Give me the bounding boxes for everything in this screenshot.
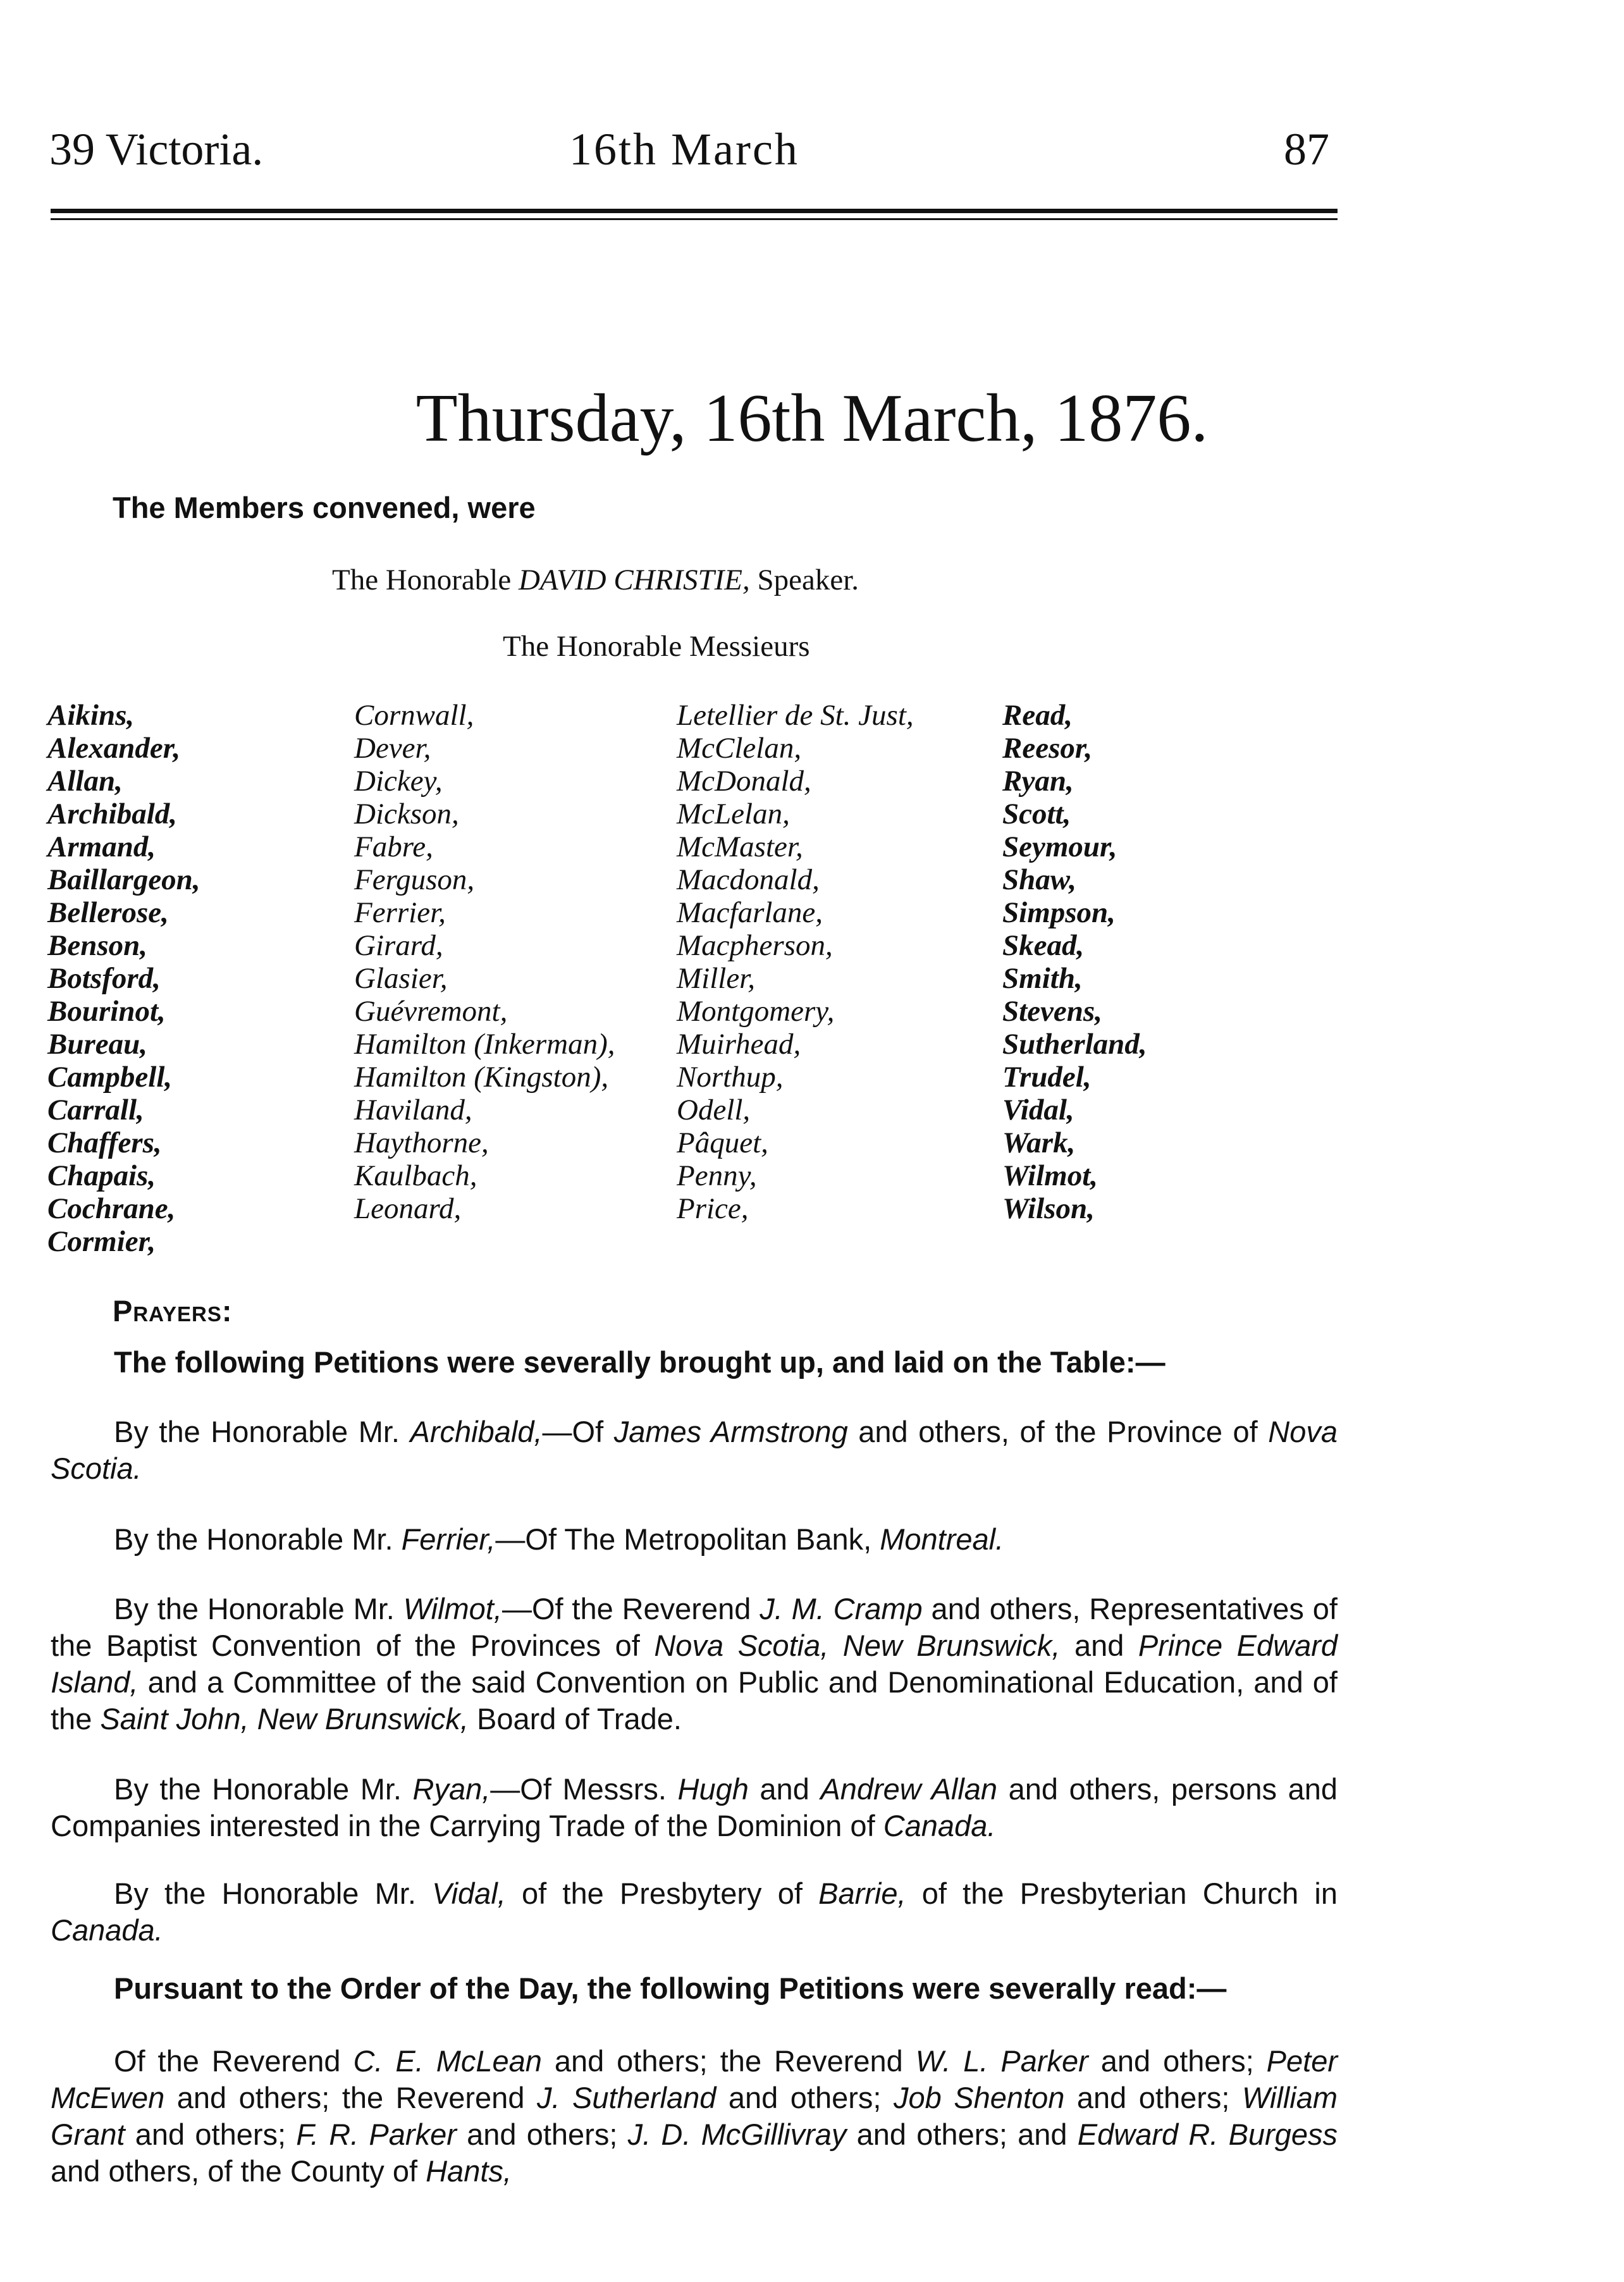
- petition-text: —Of The Metropolitan Bank,: [495, 1522, 880, 1556]
- read-petitions: [51, 2043, 1338, 2190]
- member-name: Campbell,: [47, 1061, 173, 1094]
- member-name: Wilson,: [1002, 1192, 1095, 1225]
- member-name: Montgomery,: [677, 995, 835, 1028]
- petition-member: Archibald,: [410, 1415, 543, 1448]
- member-name: Read,: [1002, 699, 1073, 732]
- member-name: Aikins,: [47, 699, 135, 732]
- member-name: McLelan,: [677, 798, 790, 830]
- petitioner-name: Job Shenton: [893, 2081, 1065, 2114]
- petition-text: Board of Trade.: [468, 1702, 682, 1736]
- petitioner-name: J. M. Cramp: [760, 1592, 923, 1625]
- member-name: Allan,: [47, 765, 123, 798]
- place-name: Hants,: [426, 2154, 512, 2188]
- petition-member: Vidal,: [432, 1877, 506, 1910]
- member-name: Botsford,: [47, 962, 161, 995]
- member-name: Trudel,: [1002, 1061, 1092, 1094]
- member-name: Alexander,: [47, 732, 181, 765]
- member-name: Ferrier,: [354, 896, 446, 929]
- member-name: Archibald,: [47, 798, 178, 830]
- member-name: Bellerose,: [47, 896, 169, 929]
- petition-member: Ferrier,: [401, 1522, 496, 1556]
- petitioner-name: Peter McEwen: [51, 2044, 1338, 2114]
- messieurs-label: The Honorable Messieurs: [503, 630, 810, 663]
- petition-text: of the Presbyterian Church in: [906, 1877, 1338, 1910]
- member-name: Chaffers,: [47, 1126, 162, 1159]
- member-name: Cochrane,: [47, 1192, 176, 1225]
- prayers-heading: Prayers:: [113, 1294, 233, 1328]
- petitioner-name: C. E. McLean: [353, 2044, 542, 2078]
- place-name: Canada.: [883, 1809, 996, 1842]
- petition-text: By the Honorable Mr.: [114, 1772, 413, 1806]
- member-name: Girard,: [354, 929, 443, 962]
- petitioner-name: F. R. Parker: [296, 2118, 457, 2151]
- member-name: Fabre,: [354, 830, 433, 863]
- speaker-name: DAVID CHRISTIE,: [518, 564, 750, 596]
- petitioner-name: J. Sutherland: [536, 2081, 717, 2114]
- member-name: Shaw,: [1002, 863, 1077, 896]
- petition-text: By the Honorable Mr.: [114, 1592, 403, 1625]
- member-name: Scott,: [1002, 798, 1071, 830]
- order-of-day-text: Pursuant to the Order of the Day, the following Petitions were severally read:—: [114, 1971, 1227, 2005]
- petition-text: Of the Reverend: [114, 2044, 354, 2078]
- member-name: Price,: [677, 1192, 749, 1225]
- member-name: Glasier,: [354, 962, 448, 995]
- member-name: Pâquet,: [677, 1126, 768, 1159]
- petition-text: and others, persons and Companies interested in the Carrying Trade of the Dominion of: [51, 1772, 1338, 1842]
- place-name: Nova Scotia, New Brunswick,: [654, 1629, 1061, 1662]
- member-name: Dickson,: [354, 798, 459, 830]
- petition-text: and others;: [1088, 2044, 1267, 2078]
- petition-text: and: [1060, 1629, 1138, 1662]
- petitioner-name: James Armstrong: [613, 1415, 848, 1448]
- member-name: Bureau,: [47, 1028, 148, 1061]
- petition-ryan: [51, 1771, 1338, 1844]
- petition-text: and others;: [456, 2118, 628, 2151]
- header-rule-thin: [51, 218, 1338, 220]
- petition-text: and others; the Reverend: [164, 2081, 537, 2114]
- petition-vidal: [51, 1875, 1338, 1949]
- member-name: Hamilton (Kingston),: [354, 1061, 609, 1094]
- petitioner-name: Hugh: [677, 1772, 749, 1806]
- member-name: Penny,: [677, 1159, 757, 1192]
- petitions-intro-text: The following Petitions were severally brought up, and laid on the Table:—: [114, 1345, 1166, 1379]
- petition-text: and others; the Reverend: [541, 2044, 916, 2078]
- petitioner-name: Andrew Allan: [820, 1772, 998, 1806]
- speaker-prefix: The Honorable: [332, 564, 512, 596]
- petition-text: and others; and: [846, 2118, 1078, 2151]
- header-rule-thick: [51, 209, 1338, 213]
- member-name: Vidal,: [1002, 1094, 1074, 1126]
- page-number: 87: [1284, 124, 1329, 175]
- petition-text: and others;: [716, 2081, 894, 2114]
- petition-text: and others;: [125, 2118, 297, 2151]
- member-name: Wilmot,: [1002, 1159, 1098, 1192]
- member-name: Haviland,: [354, 1094, 472, 1126]
- speaker-role: Speaker.: [757, 564, 859, 596]
- member-name: Carrall,: [47, 1094, 144, 1126]
- member-name: Kaulbach,: [354, 1159, 477, 1192]
- petitioner-name: Edward R. Burgess: [1077, 2118, 1338, 2151]
- petition-text: By the Honorable Mr.: [114, 1877, 433, 1910]
- member-name: Benson,: [47, 929, 148, 962]
- members-column-3: [677, 699, 914, 1225]
- petition-text: and: [748, 1772, 821, 1806]
- member-name: McMaster,: [677, 830, 803, 863]
- petition-member: Wilmot,: [403, 1592, 502, 1625]
- member-name: Simpson,: [1002, 896, 1116, 929]
- member-name: Smith,: [1002, 962, 1083, 995]
- petition-text: of the Presbytery of: [505, 1877, 819, 1910]
- petition-archibald: [51, 1414, 1338, 1487]
- petition-wilmot: [51, 1591, 1338, 1737]
- member-name: Seymour,: [1002, 830, 1117, 863]
- member-name: Chapais,: [47, 1159, 156, 1192]
- member-name: Macpherson,: [677, 929, 833, 962]
- member-name: Odell,: [677, 1094, 751, 1126]
- member-name: Wark,: [1002, 1126, 1076, 1159]
- member-name: Bourinot,: [47, 995, 166, 1028]
- petition-text: and others;: [1064, 2081, 1242, 2114]
- member-name: Haythorne,: [354, 1126, 489, 1159]
- member-name: Ryan,: [1002, 765, 1074, 798]
- member-name: Letellier de St. Just,: [677, 699, 914, 732]
- petition-text: and others, of the Province of: [847, 1415, 1269, 1448]
- members-column-2: [354, 699, 615, 1225]
- place-name: Barrie,: [818, 1877, 906, 1910]
- petitioner-name: W. L. Parker: [915, 2044, 1088, 2078]
- members-column-4: [1002, 699, 1147, 1225]
- place-name: Prince Edward Island,: [51, 1629, 1338, 1699]
- speaker-line: [332, 563, 859, 597]
- member-name: Miller,: [677, 962, 756, 995]
- member-name: Sutherland,: [1002, 1028, 1147, 1061]
- member-name: McDonald,: [677, 765, 811, 798]
- member-name: Stevens,: [1002, 995, 1102, 1028]
- petition-text: By the Honorable Mr.: [114, 1415, 410, 1448]
- running-header-center: 16th March: [569, 124, 799, 175]
- member-name: Macdonald,: [677, 863, 820, 896]
- petitioner-name: William Grant: [51, 2081, 1338, 2151]
- member-name: Guévremont,: [354, 995, 508, 1028]
- place-name: Canada.: [51, 1913, 163, 1947]
- petition-ferrier: [51, 1521, 1338, 1558]
- member-name: Muirhead,: [677, 1028, 801, 1061]
- place-name: Montreal.: [880, 1522, 1004, 1556]
- member-name: Ferguson,: [354, 863, 475, 896]
- member-name: Reesor,: [1002, 732, 1093, 765]
- petition-text: —Of: [542, 1415, 614, 1448]
- member-name: Leonard,: [354, 1192, 462, 1225]
- petition-text: —Of Messrs.: [490, 1772, 678, 1806]
- member-name: Baillargeon,: [47, 863, 200, 896]
- petitions-intro: [51, 1344, 1338, 1381]
- petition-text: and others, Representatives of the Baptist Convention of the Provinces of: [51, 1592, 1338, 1662]
- member-name: Cormier,: [47, 1225, 156, 1258]
- member-name: Hamilton (Inkerman),: [354, 1028, 615, 1061]
- member-name: Armand,: [47, 830, 156, 863]
- member-name: Skead,: [1002, 929, 1085, 962]
- member-name: Dickey,: [354, 765, 443, 798]
- member-name: Macfarlane,: [677, 896, 823, 929]
- petitioner-name: J. D. McGillivray: [627, 2118, 847, 2151]
- member-name: Cornwall,: [354, 699, 474, 732]
- place-name: Nova Scotia.: [51, 1415, 1338, 1485]
- members-column-1: [47, 699, 200, 1258]
- page-title: Thursday, 16th March, 1876.: [415, 381, 1209, 456]
- members-convened-intro: The Members convened, were: [113, 491, 536, 524]
- order-of-day: [51, 1970, 1338, 2007]
- running-header-left: 39 Victoria.: [49, 124, 264, 175]
- petition-text: and others, of the County of: [51, 2154, 426, 2188]
- petition-text: and a Committee of the said Convention on Public and Denominational Education, and of the: [51, 1665, 1338, 1736]
- petition-member: Ryan,: [412, 1772, 491, 1806]
- petition-text: —Of the Reverend: [501, 1592, 760, 1625]
- place-name: Saint John, New Brunswick,: [100, 1702, 469, 1736]
- petition-text: By the Honorable Mr.: [114, 1522, 402, 1556]
- member-name: Dever,: [354, 732, 431, 765]
- member-name: McClelan,: [677, 732, 802, 765]
- member-name: Northup,: [677, 1061, 784, 1094]
